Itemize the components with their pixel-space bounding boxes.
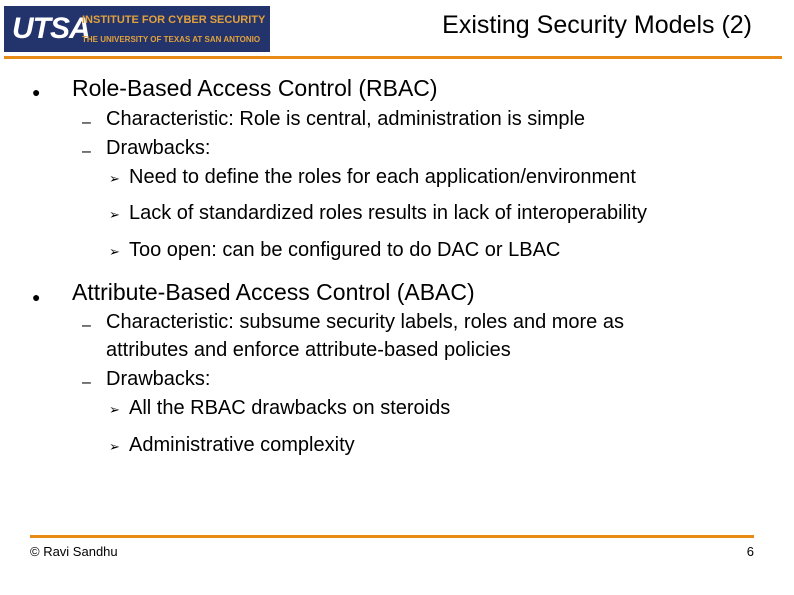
abac-heading: Attribute-Based Access Control (ABAC) (72, 279, 475, 305)
logo-line2: THE UNIVERSITY OF TEXAS AT SAN ANTONIO (82, 35, 261, 44)
arrow-bullet-icon: ➢ (109, 439, 120, 454)
logo-line1: INSTITUTE FOR CYBER SECURITY (82, 14, 266, 26)
top-divider (4, 56, 782, 59)
rbac-characteristic: Characteristic: Role is central, administration is simple (106, 108, 586, 130)
utsa-logo (4, 6, 270, 52)
page-number: 6 (746, 544, 754, 559)
footer-author: © Ravi Sandhu (30, 544, 118, 559)
arrow-bullet-icon: ➢ (109, 244, 120, 259)
bullet-dot-icon: ● (32, 289, 41, 305)
dash-bullet-icon: – (82, 114, 91, 131)
arrow-bullet-icon: ➢ (109, 171, 120, 186)
rbac-drawback-item: Too open: can be configured to do DAC or LBAC (129, 239, 561, 261)
logo-mark: UTSA (12, 12, 90, 45)
rbac-drawback-item: Lack of standardized roles results in lack of interoperability (129, 202, 648, 224)
dash-bullet-icon: – (82, 317, 91, 334)
arrow-bullet-icon: ➢ (109, 207, 120, 222)
abac-drawbacks-label: Drawbacks: (106, 368, 211, 390)
dash-bullet-icon: – (82, 143, 91, 160)
rbac-drawback-item: Need to define the roles for each application/environment (129, 166, 636, 188)
rbac-drawbacks-label: Drawbacks: (106, 137, 211, 159)
abac-characteristic-line1: Characteristic: subsume security labels, roles and more as (106, 311, 624, 333)
bottom-divider (30, 535, 754, 538)
slide-title: Existing Security Models (2) (442, 11, 752, 39)
abac-characteristic-line2: attributes and enforce attribute-based policies (106, 339, 511, 361)
arrow-bullet-icon: ➢ (109, 402, 120, 417)
bullet-dot-icon: ● (32, 84, 41, 100)
dash-bullet-icon: – (82, 374, 91, 391)
abac-drawback-item: All the RBAC drawbacks on steroids (129, 397, 451, 419)
abac-drawback-item: Administrative complexity (129, 434, 355, 456)
rbac-heading: Role-Based Access Control (RBAC) (72, 75, 438, 101)
